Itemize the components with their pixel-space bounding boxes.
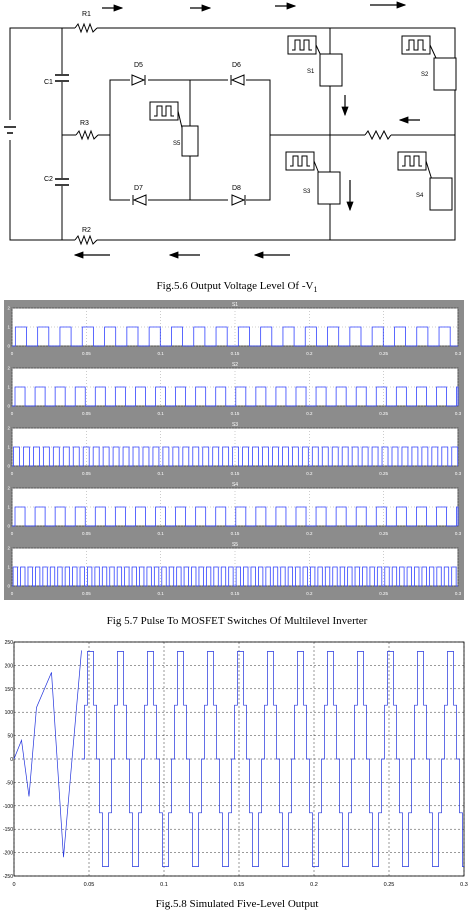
resistor-r1 (75, 11, 97, 32)
x-tick-label: 0.1 (157, 591, 164, 596)
circuit-diagram (0, 0, 474, 270)
pulse-panel-s4 (4, 480, 464, 540)
switch-s3 (286, 152, 340, 204)
panel-title: S1 (231, 302, 239, 308)
d7-label: D7 (134, 185, 143, 192)
y-tick-label: -200 (2, 850, 13, 857)
y-tick-label: -150 (2, 827, 13, 834)
x-tick-label: 0.2 (306, 531, 313, 536)
resistor-r3 (76, 120, 98, 139)
panel-title: S4 (231, 482, 239, 488)
x-tick-label: 0.2 (306, 351, 313, 356)
y-tick-label: 1 (7, 444, 10, 450)
y-tick-label: -50 (5, 780, 13, 787)
x-tick-label: 0.3 (454, 411, 462, 416)
panel-title: S5 (231, 542, 239, 548)
x-tick-label: 0.25 (379, 351, 389, 356)
x-tick-label: 0.2 (306, 471, 313, 476)
y-tick-label: 1 (7, 324, 10, 330)
x-tick-label: 0.25 (379, 531, 389, 536)
r2-label: R2 (82, 227, 91, 234)
y-tick-label: 1 (7, 504, 10, 510)
x-tick-label: 0.1 (160, 882, 168, 888)
x-tick-label: 0.05 (81, 531, 91, 536)
s1-label: S1 (307, 69, 315, 75)
y-tick-label: 200 (4, 663, 13, 670)
r1-label: R1 (82, 11, 91, 18)
x-tick-label: 0.25 (379, 471, 389, 476)
d8-label: D8 (232, 185, 241, 192)
y-tick-label: 50 (7, 733, 13, 740)
fig56-caption-subscript: 1 (313, 285, 318, 295)
switch-s2 (402, 36, 456, 90)
x-tick-label: 0.05 (83, 882, 95, 888)
c2-label: C2 (44, 176, 53, 183)
capacitor-c2 (44, 176, 69, 186)
diode-d5 (130, 62, 148, 86)
y-tick-label: 2 (7, 365, 10, 371)
x-tick-label: 0.15 (230, 351, 240, 356)
c1-label: C1 (44, 79, 53, 86)
x-tick-label: 0.2 (306, 411, 313, 416)
x-tick-label: 0.2 (306, 591, 313, 596)
y-tick-label: 1 (7, 564, 10, 570)
x-tick-label: 0 (10, 531, 14, 536)
switch-s5 (150, 102, 198, 156)
y-tick-label: 100 (4, 710, 13, 717)
y-tick-label: 0 (7, 583, 10, 589)
y-tick-label: 0 (7, 343, 10, 349)
x-tick-label: 0 (10, 411, 14, 416)
x-tick-label: 0 (12, 882, 16, 888)
fig58-caption: Fig.5.8 Simulated Five-Level Output (155, 898, 319, 910)
fig56-caption-text: Fig.5.6 Output Voltage Level Of -V (156, 280, 314, 292)
y-tick-label: 2 (7, 485, 10, 491)
pulse-panel-s5 (4, 540, 464, 600)
switch-s1 (288, 36, 342, 86)
y-tick-label: 0 (10, 757, 13, 763)
x-tick-label: 0.05 (81, 351, 91, 356)
x-tick-label: 0.15 (230, 471, 240, 476)
x-tick-label: 0.15 (230, 531, 240, 536)
s3-label: S3 (303, 189, 311, 195)
x-tick-label: 0 (10, 591, 14, 596)
x-tick-label: 0.15 (230, 591, 240, 596)
x-tick-label: 0 (10, 471, 14, 476)
y-tick-label: 2 (7, 305, 10, 311)
y-tick-label: -100 (2, 803, 13, 810)
switch-s4 (398, 152, 452, 210)
current-flow-arrows (75, 5, 420, 255)
fig56-caption (0, 280, 474, 294)
x-tick-label: 0.1 (157, 411, 164, 416)
d5-label: D5 (134, 62, 143, 69)
x-tick-label: 0.25 (383, 882, 395, 888)
y-tick-label: 2 (7, 425, 10, 431)
y-tick-label: -250 (2, 874, 13, 880)
x-tick-label: 0.25 (379, 411, 389, 416)
x-tick-label: 0.15 (233, 882, 245, 888)
x-tick-label: 0 (10, 351, 14, 356)
x-tick-label: 0.05 (81, 471, 91, 476)
x-tick-label: 0.3 (454, 351, 462, 356)
x-tick-label: 0.25 (379, 591, 389, 596)
s4-label: S4 (416, 193, 424, 199)
x-tick-label: 0.1 (157, 471, 164, 476)
y-tick-label: 150 (4, 686, 13, 693)
y-tick-label: 0 (7, 523, 10, 529)
y-tick-label: 2 (7, 545, 10, 551)
y-tick-label: 0 (7, 463, 10, 469)
diode-d8 (228, 185, 246, 206)
panel-title: S3 (231, 422, 239, 428)
x-tick-label: 0.2 (310, 882, 318, 888)
fig57-caption: Fig 5.7 Pulse To MOSFET Switches Of Multilevel Inverter (106, 615, 368, 627)
x-tick-label: 0.05 (81, 591, 91, 596)
capacitor-c1 (44, 74, 69, 86)
pulse-panel-s2 (4, 360, 464, 420)
pulse-panel-s3 (4, 420, 464, 480)
pulse-chart (0, 300, 474, 602)
s2-label: S2 (421, 72, 429, 78)
panel-title: S2 (231, 362, 239, 368)
x-tick-label: 0.3 (460, 882, 468, 888)
x-tick-label: 0.3 (454, 531, 462, 536)
x-tick-label: 0.3 (454, 471, 462, 476)
resistor-load (365, 131, 391, 139)
d6-label: D6 (232, 62, 241, 69)
diode-d7 (130, 185, 148, 206)
resistor-r2 (75, 227, 97, 244)
x-tick-label: 0.05 (81, 411, 91, 416)
x-tick-label: 0.3 (454, 591, 462, 596)
x-tick-label: 0.15 (230, 411, 240, 416)
s5-label: S5 (173, 141, 181, 147)
y-tick-label: 250 (4, 640, 13, 646)
x-tick-label: 0.1 (157, 531, 164, 536)
x-tick-label: 0.1 (157, 351, 164, 356)
pulse-panel-s1 (4, 300, 464, 360)
y-tick-label: 0 (7, 403, 10, 409)
y-tick-label: 1 (7, 384, 10, 390)
r3-label: R3 (80, 120, 89, 127)
output-chart (0, 634, 474, 890)
dc-source (4, 120, 16, 140)
diode-d6 (228, 62, 246, 86)
